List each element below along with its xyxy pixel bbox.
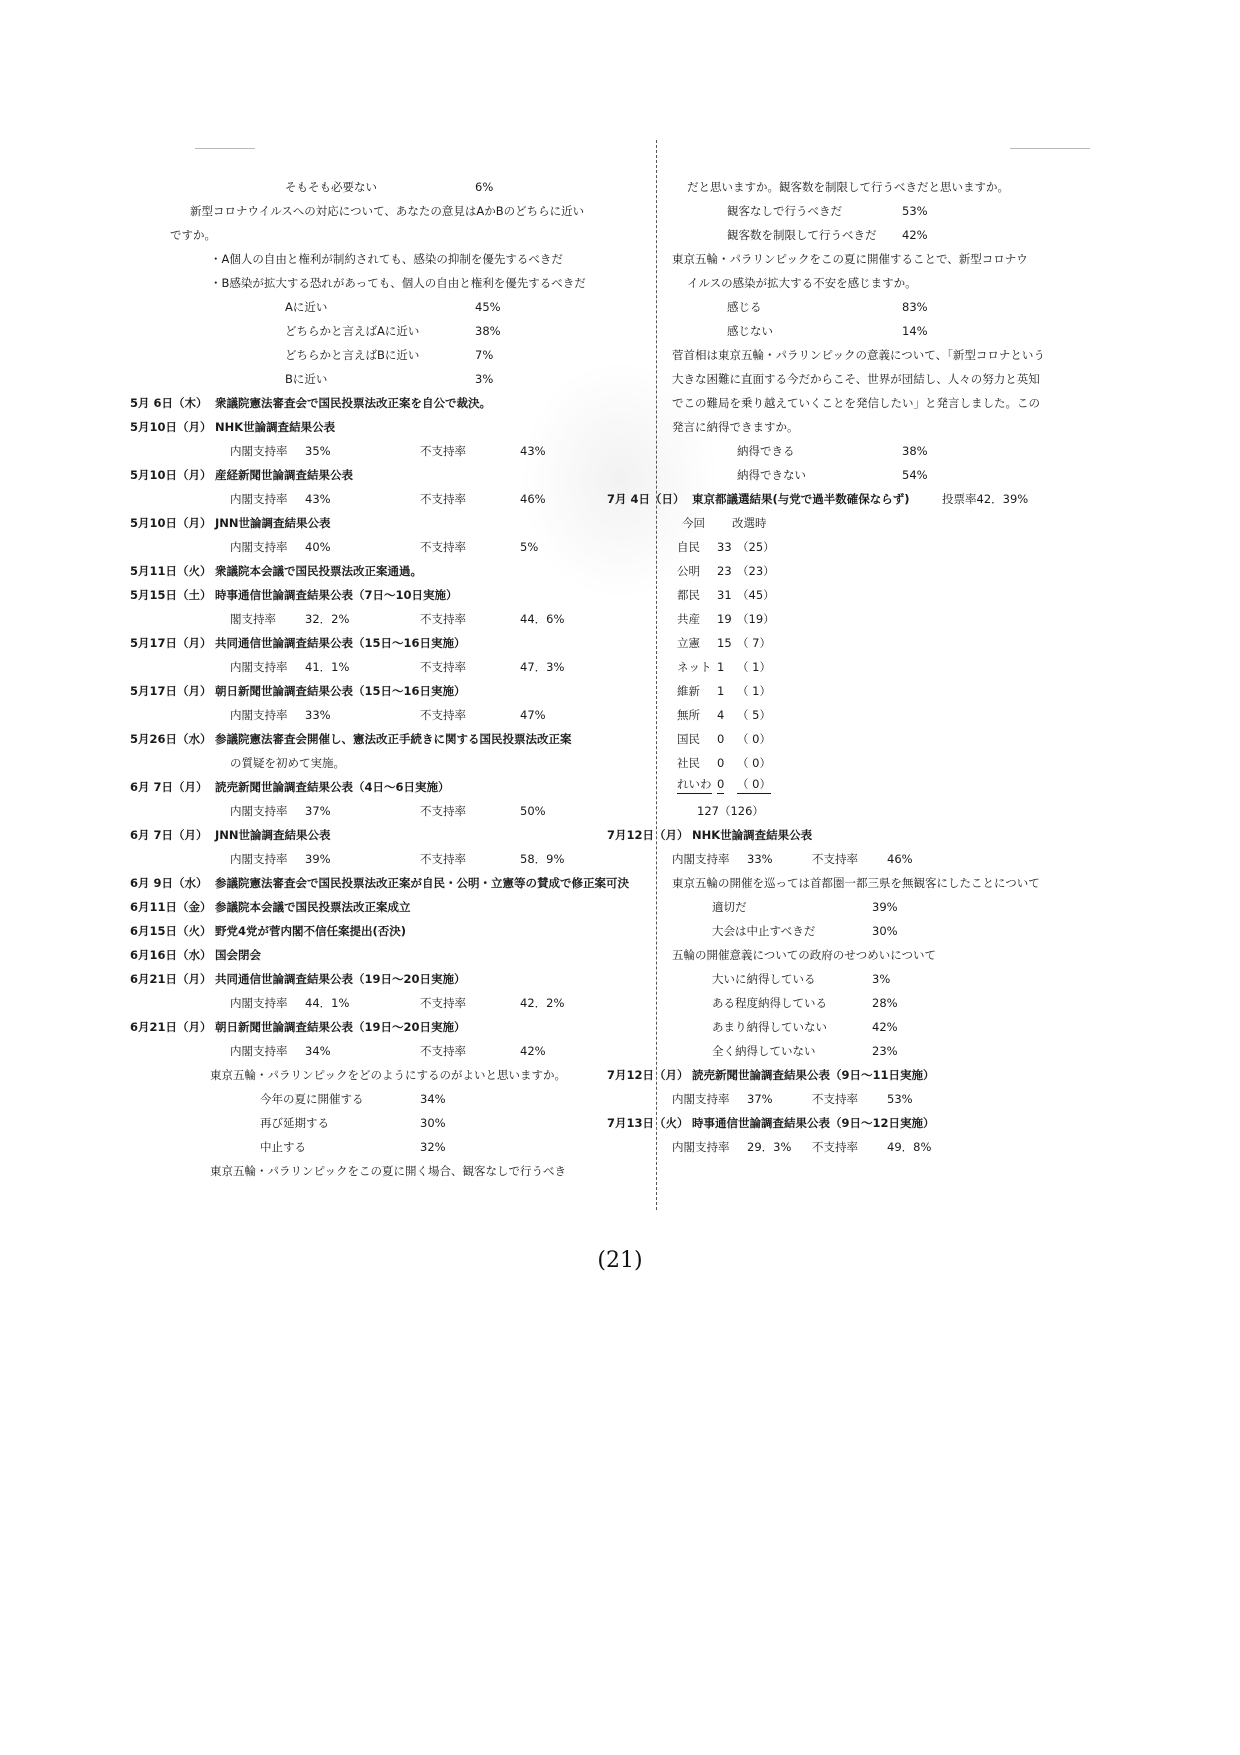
support-label: 内閣支持率 [230, 492, 288, 506]
seat-count: 15 [717, 636, 732, 650]
text-line [672, 559, 1132, 583]
support-value: 35% [305, 444, 331, 458]
question-text: 新型コロナウイルスへの対応について、あなたの意見はAかBのどちらに近い [190, 204, 585, 218]
support-value: 44．1% [305, 996, 350, 1010]
seat-count: 1 [717, 660, 725, 674]
seat-count: 0 [717, 775, 724, 794]
nonsupport-value: 49．8% [887, 1140, 932, 1154]
support-label: 閣支持率 [230, 612, 276, 626]
option-percent: 3% [475, 372, 494, 386]
option-label: 観客なしで行うべきだ [727, 204, 842, 218]
seat-total: 127（126） [697, 804, 764, 818]
party-name: 共産 [677, 612, 700, 626]
support-value: 41．1% [305, 660, 350, 674]
text-line [135, 439, 655, 463]
seat-previous: （25） [737, 540, 775, 554]
question-text: だと思いますか。観客数を制限して行うべきだと思いますか。 [687, 180, 1009, 194]
nonsupport-label: 不支持率 [420, 852, 466, 866]
option-percent: 42% [872, 1020, 898, 1034]
text-line [672, 439, 1132, 463]
nonsupport-label: 不支持率 [812, 1092, 858, 1106]
support-value: 33% [747, 852, 773, 866]
page-number: (21) [597, 1248, 643, 1273]
seat-previous: （ 0） [737, 756, 771, 770]
entry-text: 野党4党が菅内閣不信任案提出(否決) [215, 924, 407, 938]
entry-text: の質疑を初めて実施。 [230, 756, 345, 770]
text-line [135, 607, 655, 631]
seat-count: 4 [717, 708, 725, 722]
support-value: 40% [305, 540, 331, 554]
text-line [135, 199, 655, 223]
seat-header-previous: 改選時 [732, 516, 767, 530]
entry-date: 7月13日（火） [607, 1116, 689, 1130]
seat-previous: （19） [737, 612, 775, 626]
seat-previous: （ 0） [737, 732, 771, 746]
seat-previous: （ 1） [737, 684, 771, 698]
text-line [135, 1135, 655, 1159]
text-line [672, 607, 1132, 631]
option-label: 感じない [727, 324, 773, 338]
option-label: 今年の夏に開催する [260, 1092, 364, 1106]
entry-text: 朝日新聞世論調査結果公表（15日～16日実施） [215, 684, 466, 698]
text-line [672, 223, 1132, 247]
text-line [130, 583, 655, 607]
turnout-text: 投票率42．39% [942, 492, 1029, 506]
nonsupport-label: 不支持率 [420, 492, 466, 506]
party-name: 無所 [677, 708, 700, 722]
entry-date: 6月 7日（月） [130, 780, 208, 794]
entry-date: 5月11日（火） [130, 564, 212, 578]
nonsupport-value: 5% [520, 540, 539, 554]
text-line [672, 391, 1132, 415]
entry-text: 東京都議選結果(与党で過半数確保ならず) [692, 492, 910, 506]
option-percent: 39% [872, 900, 898, 914]
entry-text: 時事通信世論調査結果公表（9日～12日実施） [692, 1116, 935, 1130]
seat-count: 31 [717, 588, 732, 602]
entry-text: 衆議院本会議で国民投票法改正案通過。 [215, 564, 422, 578]
support-value: 43% [305, 492, 331, 506]
text-line [135, 367, 655, 391]
party-name: 社民 [677, 756, 700, 770]
choice-text: ・B感染が拡大する恐れがあっても、個人の自由と権利を優先するべきだ [210, 276, 586, 290]
entry-date: 6月 7日（月） [130, 828, 208, 842]
option-label: 大いに納得している [712, 972, 816, 986]
text-line [672, 919, 1132, 943]
text-line [672, 415, 1132, 439]
text-line [135, 487, 655, 511]
text-line [130, 775, 655, 799]
text-line [130, 631, 655, 655]
question-text: 菅首相は東京五輪・パラリンピックの意義について、「新型コロナという [672, 348, 1045, 362]
entry-date: 5月10日（月） [130, 516, 212, 530]
entry-date: 6月 9日（水） [130, 876, 208, 890]
option-label: ある程度納得している [712, 996, 827, 1010]
support-label: 内閣支持率 [230, 852, 288, 866]
top-rule-left [195, 148, 255, 149]
nonsupport-value: 47．3% [520, 660, 565, 674]
choice-text: ・A個人の自由と権利が制約されても、感染の抑制を優先するべきだ [210, 252, 563, 266]
text-line [130, 871, 655, 895]
text-line [672, 703, 1132, 727]
support-label: 内閣支持率 [672, 1140, 730, 1154]
option-percent: 54% [902, 468, 928, 482]
support-label: 内閣支持率 [672, 1092, 730, 1106]
option-percent: 14% [902, 324, 928, 338]
text-line [130, 511, 655, 535]
option-percent: 3% [872, 972, 891, 986]
entry-date: 6月11日（金） [130, 900, 212, 914]
text-line [672, 799, 1132, 823]
text-line [130, 1015, 655, 1039]
text-line [130, 823, 655, 847]
option-percent: 30% [872, 924, 898, 938]
seat-count: 1 [717, 684, 725, 698]
seat-previous: （45） [737, 588, 775, 602]
party-name: 自民 [677, 540, 700, 554]
option-percent: 32% [420, 1140, 446, 1154]
nonsupport-label: 不支持率 [812, 852, 858, 866]
text-line [135, 799, 655, 823]
text-line [607, 1063, 1132, 1087]
option-label: どちらかと言えばAに近い [285, 324, 420, 338]
text-line [672, 631, 1132, 655]
option-percent: 6% [475, 180, 494, 194]
entry-text: 読売新聞世論調査結果公表（4日～6日実施） [215, 780, 450, 794]
text-line [672, 319, 1132, 343]
option-label: どちらかと言えばBに近い [285, 348, 420, 362]
entry-text: 時事通信世論調査結果公表（7日～10日実施） [215, 588, 458, 602]
text-line [672, 775, 1132, 799]
text-line [135, 1159, 655, 1183]
nonsupport-value: 44．6% [520, 612, 565, 626]
seat-count: 23 [717, 564, 732, 578]
option-label: 納得できない [737, 468, 806, 482]
text-line [672, 583, 1132, 607]
entry-date: 5月26日（水） [130, 732, 212, 746]
entry-text: 共同通信世論調査結果公表（15日～16日実施） [215, 636, 466, 650]
text-line [672, 1087, 1132, 1111]
text-line [135, 319, 655, 343]
support-label: 内閣支持率 [230, 540, 288, 554]
seat-count: 0 [717, 756, 725, 770]
text-line [135, 1087, 655, 1111]
text-line [135, 847, 655, 871]
text-line [672, 943, 1132, 967]
nonsupport-value: 47% [520, 708, 546, 722]
party-name: ネット [677, 660, 712, 674]
text-line [672, 847, 1132, 871]
text-line [672, 271, 1132, 295]
text-line [672, 247, 1132, 271]
text-line [672, 967, 1132, 991]
option-label: Aに近い [285, 300, 328, 314]
option-label: 観客数を制限して行うべきだ [727, 228, 877, 242]
nonsupport-label: 不支持率 [420, 612, 466, 626]
nonsupport-label: 不支持率 [812, 1140, 858, 1154]
text-line [607, 823, 1132, 847]
text-line [130, 967, 655, 991]
entry-date: 6月21日（月） [130, 1020, 212, 1034]
support-label: 内閣支持率 [230, 1044, 288, 1058]
text-line [672, 871, 1132, 895]
entry-date: 5月17日（月） [130, 684, 212, 698]
text-line [135, 991, 655, 1015]
party-name: 立憲 [677, 636, 700, 650]
entry-date: 6月21日（月） [130, 972, 212, 986]
entry-date: 6月16日（水） [130, 948, 212, 962]
entry-date: 7月12日（月） [607, 1068, 689, 1082]
option-percent: 53% [902, 204, 928, 218]
text-line [672, 343, 1132, 367]
text-line [672, 1135, 1132, 1159]
nonsupport-label: 不支持率 [420, 708, 466, 722]
seat-previous: （ 0） [737, 775, 771, 794]
text-line [672, 535, 1132, 559]
option-label: 感じる [727, 300, 762, 314]
text-line [672, 727, 1132, 751]
left-column [130, 175, 655, 1183]
option-label: 適切だ [712, 900, 747, 914]
support-value: 34% [305, 1044, 331, 1058]
text-line [135, 247, 655, 271]
seat-previous: （ 5） [737, 708, 771, 722]
option-percent: 42% [902, 228, 928, 242]
entry-text: NHK世論調査結果公表 [215, 420, 336, 434]
entry-date: 5月15日（土） [130, 588, 212, 602]
question-text: 五輪の開催意義についての政府のせつめいについて [672, 948, 937, 962]
option-label: そもそも必要ない [285, 180, 377, 194]
option-label: 大会は中止すべきだ [712, 924, 816, 938]
text-line [672, 295, 1132, 319]
seat-header-current: 今回 [682, 516, 705, 530]
text-line [130, 391, 655, 415]
top-rule-right [1010, 148, 1090, 149]
text-line [130, 895, 655, 919]
nonsupport-value: 58．9% [520, 852, 565, 866]
seat-previous: （ 1） [737, 660, 771, 674]
text-line [672, 511, 1132, 535]
entry-date: 5月10日（月） [130, 468, 212, 482]
nonsupport-label: 不支持率 [420, 1044, 466, 1058]
seat-count: 19 [717, 612, 732, 626]
text-line [672, 1039, 1132, 1063]
option-percent: 38% [475, 324, 501, 338]
support-value: 39% [305, 852, 331, 866]
entry-text: JNN世論調査結果公表 [215, 516, 331, 530]
nonsupport-label: 不支持率 [420, 444, 466, 458]
text-line [672, 895, 1132, 919]
entry-date: 7月12日（月） [607, 828, 689, 842]
nonsupport-value: 43% [520, 444, 546, 458]
support-value: 29．3% [747, 1140, 792, 1154]
question-text: ですか。 [170, 228, 216, 242]
support-value: 33% [305, 708, 331, 722]
text-line [607, 487, 1132, 511]
entry-date: 7月 4日（日） [607, 492, 685, 506]
support-value: 37% [305, 804, 331, 818]
nonsupport-value: 42% [520, 1044, 546, 1058]
text-line [130, 559, 655, 583]
text-line [135, 271, 655, 295]
nonsupport-value: 53% [887, 1092, 913, 1106]
text-line [135, 1039, 655, 1063]
text-line [130, 679, 655, 703]
option-percent: 7% [475, 348, 494, 362]
text-line [672, 463, 1132, 487]
text-line [607, 1111, 1132, 1135]
question-text: でこの難局を乗り越えていくことを発信したい」と発言しました。この [672, 396, 1040, 410]
party-name: 維新 [677, 684, 700, 698]
text-line [135, 295, 655, 319]
option-percent: 30% [420, 1116, 446, 1130]
entry-date: 5月17日（月） [130, 636, 212, 650]
option-percent: 34% [420, 1092, 446, 1106]
entry-text: 共同通信世論調査結果公表（19日～20日実施） [215, 972, 466, 986]
nonsupport-label: 不支持率 [420, 660, 466, 674]
support-label: 内閣支持率 [230, 804, 288, 818]
entry-date: 6月15日（火） [130, 924, 212, 938]
text-line [130, 415, 655, 439]
question-text: 東京五輪の開催を巡っては首都圏一都三県を無観客にしたことについて [672, 876, 1040, 890]
text-line [135, 1063, 655, 1087]
nonsupport-value: 46% [520, 492, 546, 506]
nonsupport-value: 50% [520, 804, 546, 818]
seat-previous: （ 7） [737, 636, 771, 650]
entry-text: 朝日新聞世論調査結果公表（19日～20日実施） [215, 1020, 466, 1034]
center-fold-divider [656, 140, 657, 1210]
seat-count: 0 [717, 732, 725, 746]
entry-text: 国会閉会 [215, 948, 261, 962]
question-text: 東京五輪・パラリンピックをこの夏に開催することで、新型コロナウ [672, 252, 1028, 266]
seat-previous: （23） [737, 564, 775, 578]
entry-text: 参議院本会議で国民投票法改正案成立 [215, 900, 411, 914]
text-line [672, 991, 1132, 1015]
party-name: 公明 [677, 564, 700, 578]
entry-date: 5月10日（月） [130, 420, 212, 434]
question-text: 発言に納得できますか。 [672, 420, 799, 434]
text-line [672, 367, 1132, 391]
party-name: 国民 [677, 732, 700, 746]
support-label: 内閣支持率 [230, 660, 288, 674]
seat-count: 33 [717, 540, 732, 554]
right-column [607, 175, 1132, 1159]
text-line [672, 679, 1132, 703]
text-line [130, 463, 655, 487]
option-percent: 23% [872, 1044, 898, 1058]
entry-text: 衆議院憲法審査会で国民投票法改正案を自公で裁決。 [215, 396, 491, 410]
support-label: 内閣支持率 [230, 444, 288, 458]
option-label: あまり納得していない [712, 1020, 827, 1034]
text-line [135, 655, 655, 679]
text-line [672, 199, 1132, 223]
option-label: 全く納得していない [712, 1044, 816, 1058]
entry-text: 参議院憲法審査会で国民投票法改正案が自民・公明・立憲等の賛成で修正案可決 [215, 876, 629, 890]
text-line [672, 655, 1132, 679]
text-line [135, 1111, 655, 1135]
nonsupport-label: 不支持率 [420, 804, 466, 818]
text-line [130, 727, 655, 751]
option-percent: 28% [872, 996, 898, 1010]
text-line [135, 223, 655, 247]
party-name: れいわ [677, 775, 712, 794]
text-line [135, 751, 655, 775]
text-line [135, 343, 655, 367]
party-name: 都民 [677, 588, 700, 602]
option-label: 中止する [260, 1140, 306, 1154]
text-line [135, 703, 655, 727]
support-label: 内閣支持率 [230, 996, 288, 1010]
entry-text: JNN世論調査結果公表 [215, 828, 331, 842]
entry-date: 5月 6日（木） [130, 396, 208, 410]
option-label: 納得できる [737, 444, 795, 458]
support-value: 32．2% [305, 612, 350, 626]
nonsupport-label: 不支持率 [420, 540, 466, 554]
question-text: イルスの感染が拡大する不安を感じますか。 [687, 276, 917, 290]
nonsupport-label: 不支持率 [420, 996, 466, 1010]
text-line [672, 1015, 1132, 1039]
option-percent: 45% [475, 300, 501, 314]
support-label: 内閣支持率 [230, 708, 288, 722]
text-line [130, 943, 655, 967]
entry-text: 読売新聞世論調査結果公表（9日～11日実施） [692, 1068, 935, 1082]
support-label: 内閣支持率 [672, 852, 730, 866]
nonsupport-value: 46% [887, 852, 913, 866]
entry-text: 産経新聞世論調査結果公表 [215, 468, 353, 482]
option-percent: 38% [902, 444, 928, 458]
text-line [672, 751, 1132, 775]
question-text: 東京五輪・パラリンピックをどのようにするのがよいと思いますか。 [210, 1068, 567, 1082]
option-label: Bに近い [285, 372, 328, 386]
option-label: 再び延期する [260, 1116, 329, 1130]
text-line [672, 175, 1132, 199]
nonsupport-value: 42．2% [520, 996, 565, 1010]
question-text: 大きな困難に直面する今だからこそ、世界が団結し、人々の努力と英知 [672, 372, 1040, 386]
text-line [130, 919, 655, 943]
entry-text: 参議院憲法審査会開催し、憲法改正手続きに関する国民投票法改正案 [215, 732, 572, 746]
entry-text: NHK世論調査結果公表 [692, 828, 813, 842]
text-line [135, 175, 655, 199]
text-line [135, 535, 655, 559]
support-value: 37% [747, 1092, 773, 1106]
question-text: 東京五輪・パラリンピックをこの夏に開く場合、観客なしで行うべき [210, 1164, 567, 1178]
option-percent: 83% [902, 300, 928, 314]
